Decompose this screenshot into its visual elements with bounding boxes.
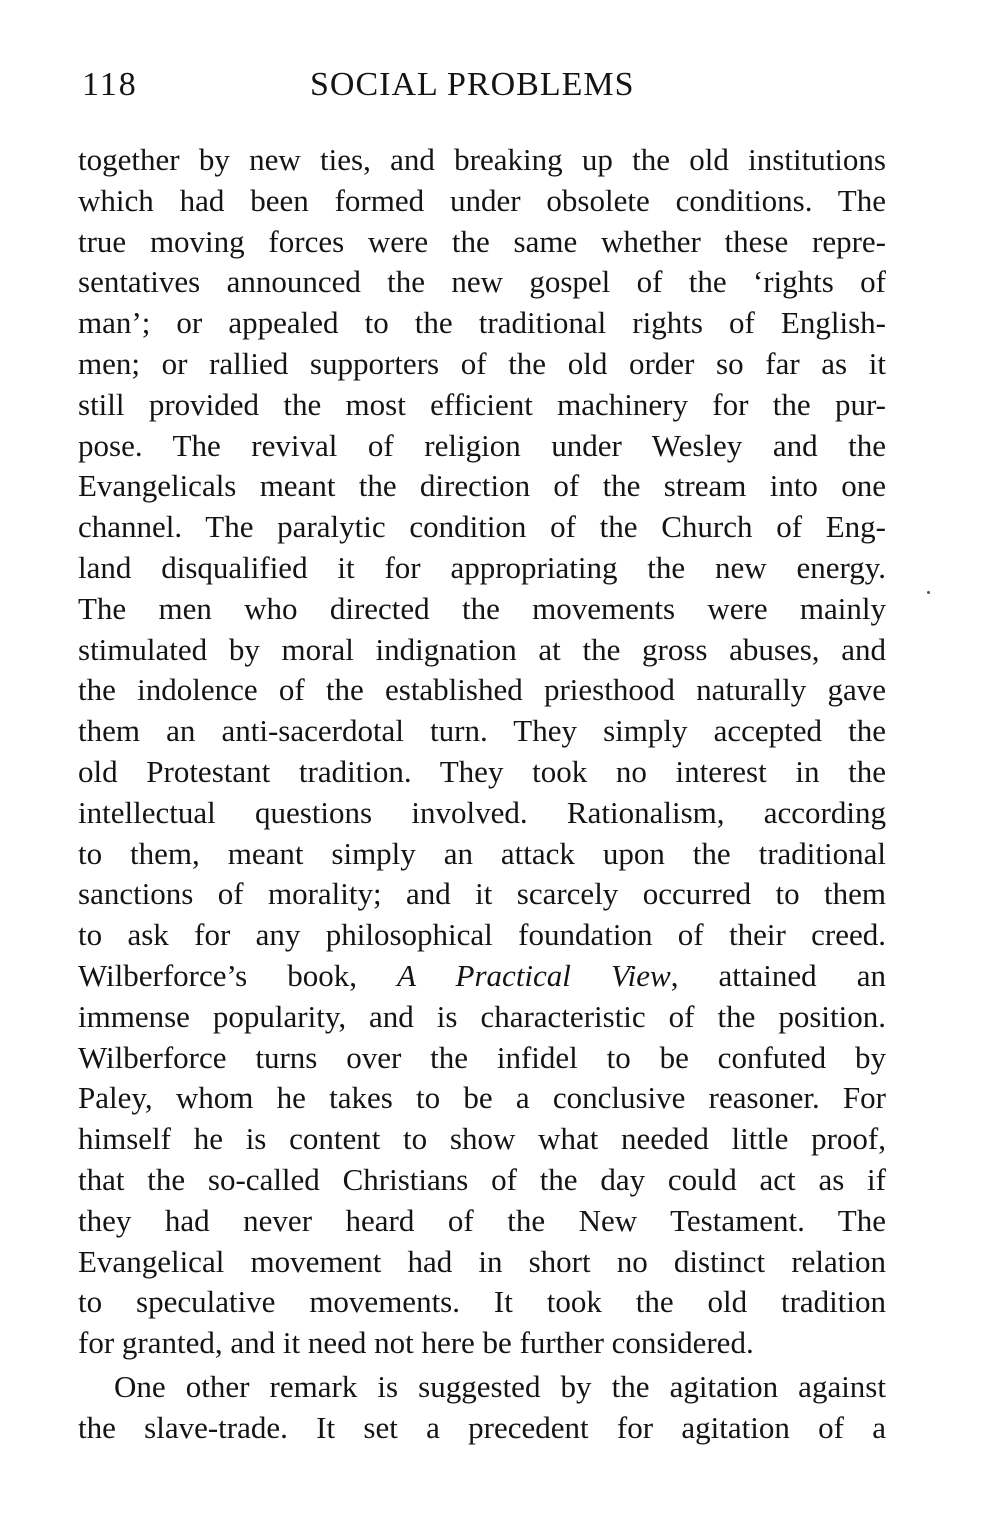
text-line: immense popularity, and is characteristic of the position. bbox=[78, 998, 886, 1034]
paragraph-2 bbox=[78, 1367, 886, 1449]
text-line: they had never heard of the New Testament. The bbox=[78, 1202, 886, 1238]
text-line: still provided the most efficient machinery for the pur- bbox=[78, 386, 886, 422]
page-number: 118 bbox=[82, 66, 138, 103]
text-line: stimulated by moral indignation at the gross abuses, and bbox=[78, 631, 886, 667]
text-line: them an anti-sacerdotal turn. They simply accepted the bbox=[78, 713, 886, 749]
text-line: which had been formed under obsolete conditions. The bbox=[78, 182, 886, 218]
text-line: himself he is content to show what needed little proof, bbox=[78, 1121, 886, 1157]
text-line: man’; or appealed to the traditional rights of English- bbox=[78, 305, 886, 341]
text-line: The men who directed the movements were mainly bbox=[78, 590, 886, 626]
text-line: pose. The revival of religion under Wesley and the bbox=[78, 427, 886, 463]
text-line: together by new ties, and breaking up the old institutions bbox=[78, 142, 886, 177]
text-line: Paley, whom he takes to be a conclusive reasoner. For bbox=[78, 1080, 886, 1116]
text-line: channel. The paralytic condition of the Church of Eng- bbox=[78, 509, 886, 545]
text-line: One other remark is suggested by the agitation against bbox=[114, 1368, 886, 1404]
text-line: for granted, and it need not here be further considered. bbox=[78, 1325, 754, 1361]
text-line: Evangelicals meant the direction of the stream into one bbox=[78, 468, 886, 504]
text-line: to them, meant simply an attack upon the traditional bbox=[78, 835, 886, 871]
text-line: that the so-called Christians of the day could act as if bbox=[78, 1161, 886, 1197]
text-line: old Protestant tradition. They took no interest in the bbox=[78, 753, 886, 789]
text-line: sentatives announced the new gospel of the ‘rights of bbox=[78, 264, 886, 300]
line-text-before-title: Wilberforce’s book, bbox=[78, 957, 398, 993]
text-line: the indolence of the established priesthood naturally gave bbox=[78, 672, 886, 708]
text-line: true moving forces were the same whether these repre- bbox=[78, 223, 886, 259]
text-line: the slave-trade. It set a precedent for agitation of a bbox=[78, 1409, 886, 1445]
paragraph-1 bbox=[78, 140, 886, 1364]
running-head bbox=[82, 66, 890, 116]
line-text-after-title: , attained an bbox=[670, 957, 886, 993]
ink-speck bbox=[927, 591, 930, 594]
text-line: land disqualified it for appropriating the new energy. bbox=[78, 549, 886, 585]
text-line: men; or rallied supporters of the old order so far as it bbox=[78, 345, 886, 381]
text-line: to speculative movements. It took the old tradition bbox=[78, 1284, 886, 1320]
body-text bbox=[78, 140, 886, 1449]
text-line: Evangelical movement had in short no distinct relation bbox=[78, 1243, 886, 1279]
text-line: intellectual questions involved. Rationalism, according bbox=[78, 794, 886, 830]
book-title: A Practical View bbox=[397, 957, 671, 993]
text-line-with-title bbox=[78, 956, 886, 997]
text-line: sanctions of morality; and it scarcely occurred to them bbox=[78, 876, 886, 912]
text-line: Wilberforce turns over the infidel to be confuted by bbox=[78, 1039, 886, 1075]
running-title: SOCIAL PROBLEMS bbox=[310, 66, 635, 103]
text-line: to ask for any philosophical foundation of their creed. bbox=[78, 917, 886, 953]
